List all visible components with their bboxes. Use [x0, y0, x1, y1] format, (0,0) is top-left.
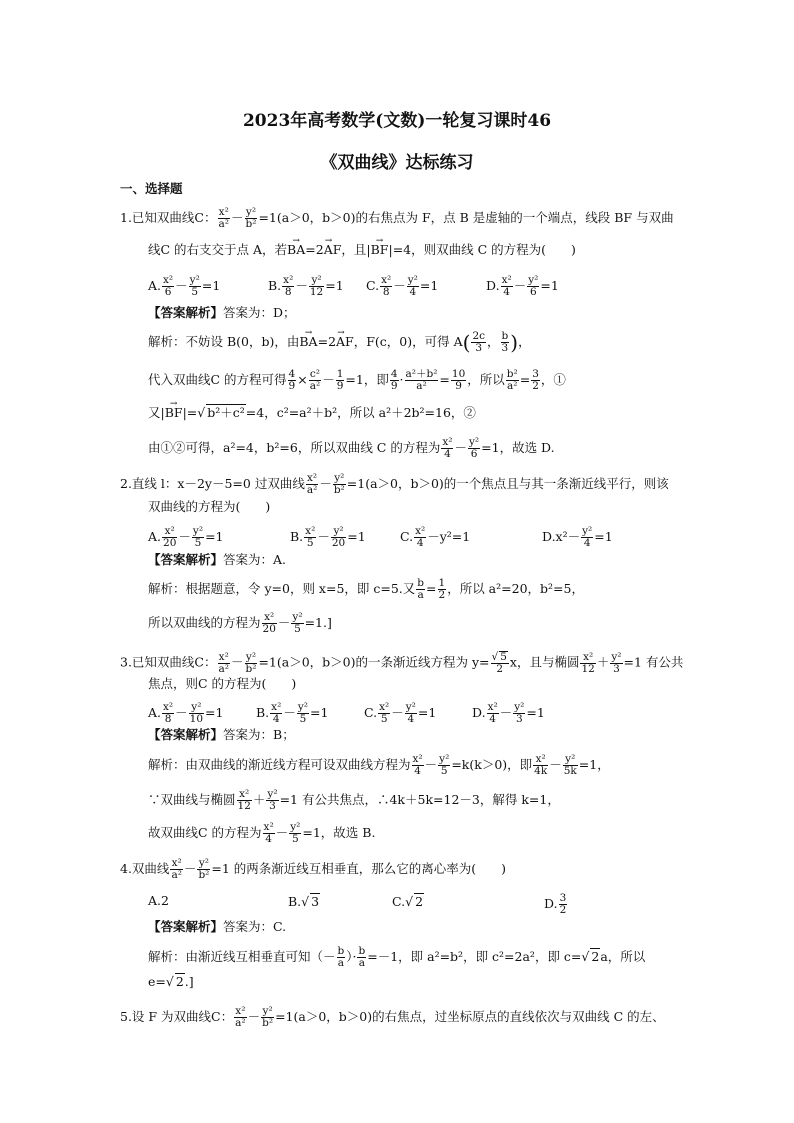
q1-option-a: A. $\frac{\text{x²}}{6}$ － $\frac{\text{y²}}{5}$ =1 [148, 274, 221, 298]
fraction: $\frac{10}{9}$ [451, 368, 466, 392]
fraction: $\frac{\text{x²}}{6}$ [163, 274, 174, 298]
fraction: $\frac{\text{y²}}{3}$ [267, 788, 278, 812]
fraction: $\frac{\text{y²}}{5}$ [439, 753, 450, 777]
fraction: $\frac{\text{x²}}{4k}$ [534, 753, 548, 777]
q1-option-d: D. $\frac{\text{x²}}{4}$ － $\frac{\text{y²}}{6}$ =1 [486, 274, 559, 298]
section-heading: 一、选择题 [120, 181, 183, 196]
q4-answer: 【答案解析】答案为：C. [148, 919, 287, 934]
fraction: $\frac{\text{y²}}{4}$ [582, 525, 593, 549]
fraction: $\frac{\text{x²}}{4}$ [487, 701, 498, 725]
q3-solution-line3: 故双曲线C 的方程为 $\frac{\text{x²}}{4}$ － $\frac{\text{y²}}{5}$ =1，故选 B. [148, 821, 376, 845]
q2-solution-line2: 所以双曲线的方程为 $\frac{\text{x²}}{20}$ － $\frac{\text{y²}}{5}$ =1.] [148, 611, 332, 635]
fraction: $\frac{\text{x²}}{12}$ [237, 788, 251, 812]
fraction: $\frac{\text{x²}}{\text{a²}}$ [235, 1005, 246, 1029]
fraction: $\frac{\text{x²}}{\text{a²}}$ [171, 857, 182, 881]
fraction: $\frac{\text{x²}}{5}$ [305, 525, 316, 549]
fraction: $\frac{\text{x²}}{4}$ [412, 753, 423, 777]
q3-answer: 【答案解析】答案为：B； [148, 727, 295, 742]
q3-option-a: A. $\frac{\text{x²}}{8}$ － $\frac{\text{y²}}{10}$ =1 [148, 701, 224, 725]
q2-option-c: C. $\frac{\text{x²}}{4}$ －y²=1 [400, 525, 471, 549]
q3-option-b: B. $\frac{\text{x²}}{4}$ － $\frac{\text{y²}}{5}$ =1 [256, 701, 329, 725]
fraction: $\frac{\text{y²}}{5}$ [297, 701, 308, 725]
fraction: $\frac{\text{c²}}{\text{a²}}$ [309, 368, 321, 392]
q1-solution-line2: 代入双曲线C 的方程可得 $\frac{4}{9}$ × $\frac{\text{c²}}{\text{a²}}$ － $\frac{1}{9}$ =1，即 $\frac{4}{9}$ · $\frac{\text{a²＋b²}}{\text{a²}}$ = $\frac{10}{9}$ ，所以 $\frac{\text{b²}}{\text{a²}}$ = $\frac{3}{2}$ ，① [148, 368, 566, 392]
fraction: $\frac{\text{y²}}{10}$ [189, 701, 204, 725]
q2-option-b: B. $\frac{\text{x²}}{5}$ － $\frac{\text{y²}}{20}$ =1 [290, 525, 366, 549]
fraction: $\frac{\text{y²}}{5k}$ [563, 753, 577, 777]
fraction: $\frac{b}{a}$ [337, 945, 345, 969]
q2-solution-line1: 解析：根据题意，令 y=0，则 x=5，即 c=5.又 $\frac{b}{a}$ = $\frac{1}{2}$ ，所以 a²=20，b²=5， [148, 577, 584, 601]
fraction: $\frac{4}{9}$ [288, 368, 296, 392]
fraction: $\frac{\text{a²＋b²}}{\text{a²}}$ [405, 368, 438, 392]
fraction: $\frac{\text{y²}}{\text{b²}}$ [333, 472, 345, 496]
fraction: $\frac{\text{y²}}{6}$ [528, 274, 539, 298]
fraction: $\frac{√ 5}{2}$ [491, 651, 507, 675]
fraction: $\frac{\text{y²}}{\text{b²}}$ [198, 857, 210, 881]
frac: $\frac{\text{x²}}{\text{a²}}$ [218, 206, 229, 230]
q1-option-c: C. $\frac{\text{x²}}{8}$ － $\frac{\text{y²}}{4}$ =1 [366, 274, 439, 298]
fraction: $\frac{\text{y²}}{12}$ [309, 274, 324, 298]
fraction: $\frac{b}{a}$ [358, 945, 366, 969]
fraction: $\frac{1}{9}$ [336, 368, 344, 392]
fraction: $\frac{\text{x²}}{20}$ [163, 525, 177, 549]
q1-line2: 线C 的右支交于点 A，若→ BA=→ 2AF，且|→ BF|=4，则双曲线 C 的方程为( ) [148, 242, 576, 258]
fraction: $\frac{\text{y²}}{5}$ [292, 611, 303, 635]
q4-option-c: C.√ 2 [392, 894, 424, 909]
fraction: $\frac{\text{x²}}{4}$ [271, 701, 282, 725]
q1-solution-line3: 又|→ BF|=√ b²＋c²=4，c²=a²＋b²，所以 a²＋2b²=16，② [148, 404, 476, 421]
fraction: $\frac{\text{y²}}{5}$ [189, 274, 200, 298]
fraction: $\frac{\text{x²}}{4}$ [263, 821, 274, 845]
fraction: $\frac{1}{2}$ [438, 577, 446, 601]
fraction: $\frac{4}{9}$ [390, 368, 398, 392]
fraction: $\frac{\text{x²}}{4}$ [442, 436, 453, 460]
fraction: $\frac{\text{y²}}{5}$ [290, 821, 301, 845]
fraction: $\frac{3}{2}$ [559, 892, 567, 916]
frac: $\frac{\text{y²}}{\text{b²}}$ [245, 206, 257, 230]
fraction: $\frac{3}{2}$ [532, 368, 539, 392]
q4-option-b: B.√ 3 [288, 894, 320, 909]
q4-solution-line2: e=√ 2.] [148, 974, 194, 989]
fraction: $\frac{\text{b²}}{\text{a²}}$ [506, 368, 518, 392]
fraction: $\frac{\text{y²}}{\text{b²}}$ [245, 650, 257, 675]
q2-answer: 【答案解析】答案为：A. [148, 552, 287, 567]
doc-title: 2023年高考数学(文数)一轮复习课时46 [242, 111, 552, 131]
q4-line1: 4.双曲线 $\frac{\text{x²}}{\text{a²}}$ － $\frac{\text{y²}}{\text{b²}}$ =1 的两条渐近线互相垂直，那么它的离心率为( ) [120, 857, 507, 881]
q1-solution-line4: 由①②可得，a²=4，b²=6，所以双曲线 C 的方程为 $\frac{\text{x²}}{4}$ － $\frac{\text{y²}}{6}$ =1，故选 D. [148, 436, 555, 460]
q3-line2: 焦点，则C 的方程为( ) [148, 676, 297, 691]
fraction: $\frac{\text{y²}}{4}$ [405, 701, 416, 725]
fraction: $\frac{\text{x²}}{20}$ [262, 611, 276, 635]
fraction: $\frac{\text{x²}}{8}$ [283, 274, 294, 298]
q1-answer: 【答案解析】答案为：D； [148, 305, 296, 320]
q2-line1: 2.直线 l：x－2y－5=0 过双曲线 $\frac{\text{x²}}{\text{a²}}$ － $\frac{\text{y²}}{\text{b²}}$ =1(a＞0，b＞0)的一个焦点且与其一条渐近线平行，则该 [120, 472, 669, 496]
vector-ba: → BA [287, 242, 305, 258]
fraction: $\frac{\text{y²}}{3}$ [514, 701, 525, 725]
q3-solution-line1: 解析：由双曲线的渐近线方程可设双曲线方程为 $\frac{\text{x²}}{4}$ － $\frac{\text{y²}}{5}$ =k(k＞0)，即 $\frac{\text{x²}}{4k}$ － $\frac{\text{y²}}{5k}$ =1， [148, 753, 610, 777]
fraction: $\frac{\text{y²}}{20}$ [331, 525, 346, 549]
fraction: $\frac{b}{a}$ [417, 577, 425, 601]
fraction: $\frac{\text{x²}}{\text{a²}}$ [306, 472, 318, 496]
fraction: $\frac{\text{y²}}{4}$ [407, 274, 418, 298]
vector-af: → 2AF [316, 242, 342, 258]
fraction: $\frac{\text{y²}}{5}$ [192, 525, 204, 549]
fraction: $\frac{\text{x²}}{8}$ [381, 274, 392, 298]
q1-line1: 1.已知双曲线C： $\frac{\text{x²}}{\text{a²}}$ － $\frac{\text{y²}}{\text{b²}}$ =1(a＞0，b＞0)的右焦点为 F，点 B 是虚轴的一个端点，线段 BF 与双曲 [120, 206, 674, 230]
fraction: $\frac{\text{y²}}{3}$ [611, 650, 622, 675]
q3-option-d: D. $\frac{\text{x²}}{4}$ － $\frac{\text{y²}}{3}$ =1 [472, 701, 545, 725]
q2-option-d: D.x²－ $\frac{\text{y²}}{4}$ =1 [542, 525, 613, 549]
fraction: $\frac{\text{x²}}{12}$ [581, 650, 595, 675]
q2-option-a: A. $\frac{\text{x²}}{20}$ － $\frac{\text{y²}}{5}$ =1 [148, 525, 224, 549]
fraction: $\frac{\text{x²}}{4}$ [415, 525, 426, 549]
q2-line2: 双曲线的方程为( ) [148, 499, 271, 514]
q3-line1: 3.已知双曲线C： $\frac{\text{x²}}{\text{a²}}$ － $\frac{\text{y²}}{\text{b²}}$ =1(a＞0，b＞0)的一条渐近线方程为 y= $\frac{√ 5}{2}$ x，且与椭圆 $\frac{\text{x²}}{12}$ ＋ $\frac{\text{y²}}{3}$ =1 有公共 [120, 650, 684, 675]
fraction: $\frac{\text{x²}}{8}$ [163, 701, 174, 725]
q5-line1: 5.设 F 为双曲线C： $\frac{\text{x²}}{\text{a²}}$ － $\frac{\text{y²}}{\text{b²}}$ =1(a＞0，b＞0)的右焦点，过坐标原点的直线依次与双曲线 C 的左、 [120, 1005, 665, 1029]
q4-option-d: D. $\frac{3}{2}$ [544, 892, 567, 916]
q1-solution-line1: 解析：不妨设 B(0，b)，由→ BA=→ 2AF，F(c，0)，可得 A( $\frac{2c}{3}$ ， $\frac{b}{3}$ )， [148, 331, 531, 354]
fraction: $\frac{\text{y²}}{6}$ [469, 436, 480, 460]
fraction: $\frac{\text{x²}}{5}$ [379, 701, 390, 725]
q3-solution-line2: ∵双曲线与椭圆 $\frac{\text{x²}}{12}$ ＋ $\frac{\text{y²}}{3}$ =1 有公共焦点，∴4k＋5k=12－3，解得 k=1， [148, 788, 560, 812]
fraction: $\frac{\text{x²}}{\text{a²}}$ [218, 650, 229, 675]
q1-option-b: B. $\frac{\text{x²}}{8}$ － $\frac{\text{y²}}{12}$ =1 [268, 274, 344, 298]
fraction: $\frac{2c}{3}$ [472, 330, 485, 354]
q4-solution-line1: 解析：由渐近线互相垂直可知（－ $\frac{b}{a}$ ）· $\frac{b}{a}$ =－1，即 a²=b²，即 c²=2a²，即 c=√ 2a，所以 [148, 945, 646, 969]
fraction: $\frac{\text{x²}}{4}$ [501, 274, 512, 298]
doc-subtitle: 《双曲线》达标练习 [320, 153, 474, 173]
q4-option-a: A.2 [148, 893, 169, 908]
fraction: $\frac{b}{3}$ [501, 330, 509, 354]
vector-bf: → BF [371, 242, 389, 258]
q3-option-c: C. $\frac{\text{x²}}{5}$ － $\frac{\text{y²}}{4}$ =1 [364, 701, 437, 725]
fraction: $\frac{\text{y²}}{\text{b²}}$ [262, 1005, 274, 1029]
